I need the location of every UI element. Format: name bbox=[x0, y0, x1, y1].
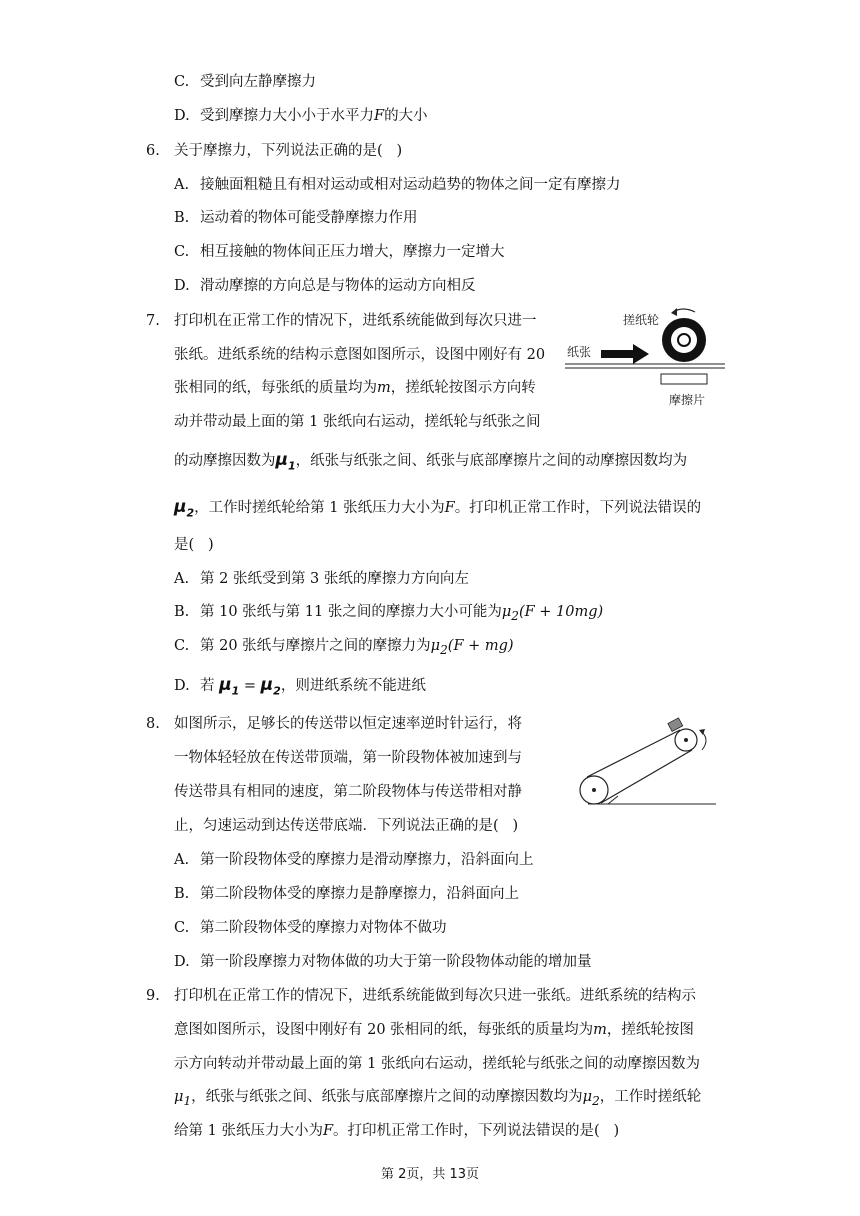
q8-option-b: B. 第二阶段物体受的摩擦力是静摩擦力，沿斜面向上 bbox=[174, 886, 519, 902]
q8-stem-line3: 传送带具有相同的速度，第二阶段物体与传送带相对静 bbox=[174, 784, 522, 800]
q6-option-b: B. 运动着的物体可能受静摩擦力作用 bbox=[174, 210, 418, 226]
belt-bottom bbox=[601, 750, 692, 803]
q6-option-a: A. 接触面粗糙且有相对运动或相对运动趋势的物体之间一定有摩擦力 bbox=[174, 177, 621, 193]
friction-pad bbox=[661, 374, 707, 384]
block-on-belt bbox=[668, 718, 683, 732]
q9-stem-line2: 意图如图所示，设图中刚好有 20 张相同的纸，每张纸的质量均为m，搓纸轮按图 bbox=[174, 1022, 694, 1038]
pad-label: 摩擦片 bbox=[669, 393, 706, 407]
q7-stem-line1: 打印机在正常工作的情况下，进纸系统能做到每次只进一 bbox=[174, 313, 537, 329]
q8-stem-line4: 止，匀速运动到达传送带底端．下列说法正确的是( ) bbox=[174, 818, 519, 834]
q9-number: 9. bbox=[146, 988, 160, 1004]
q8-stem-line1: 如图所示，足够长的传送带以恒定速率逆时针运行，将 bbox=[174, 716, 522, 732]
rotation-arrow-icon bbox=[702, 732, 706, 750]
mu1-symbol: $\mu_1$ bbox=[275, 450, 296, 473]
belt-top bbox=[587, 730, 680, 777]
push-arrow-icon bbox=[601, 350, 635, 358]
q6-option-d: D. 滑动摩擦的方向总是与物体的运动方向相反 bbox=[174, 278, 476, 294]
q6-stem: 关于摩擦力，下列说法正确的是( ) bbox=[174, 143, 403, 159]
conveyor-belt-diagram bbox=[578, 712, 718, 810]
q9-stem-line3: 示方向转动并带动最上面的第 1 张纸向右运动，搓纸轮与纸张之间的动摩擦因数为 bbox=[174, 1056, 700, 1072]
roller-label: 搓纸轮 bbox=[623, 313, 660, 327]
q7-stem-line5: 的动摩擦因数为$\mu_1$，纸张与纸张之间、纸张与底部摩擦片之间的动摩擦因数均为 bbox=[174, 450, 688, 473]
q9-stem-line1: 打印机在正常工作的情况下，进纸系统能做到每次只进一张纸。进纸系统的结构示 bbox=[174, 988, 696, 1004]
q5-option-c: C. 受到向左静摩擦力 bbox=[174, 74, 316, 90]
q7-stem-line7: 是( ) bbox=[174, 537, 214, 553]
paper-feed-diagram bbox=[565, 300, 725, 410]
q5-option-d: D. 受到摩擦力大小小于水平力F的大小 bbox=[174, 108, 428, 124]
q7-option-d: D. 若 $\mu_1 = \mu_2$，则进纸系统不能进纸 bbox=[174, 675, 426, 698]
q9-stem-line4: $\mu_1$，纸张与纸张之间、纸张与底部摩擦片之间的动摩擦因数均为$\mu_2$，工作时搓纸轮 bbox=[174, 1089, 702, 1108]
q7-stem-line3: 张相同的纸，每张纸的质量均为m，搓纸轮按图示方向转 bbox=[174, 380, 536, 396]
q7-number: 7. bbox=[146, 313, 160, 329]
paper-label: 纸张 bbox=[567, 345, 592, 359]
q8-option-c: C. 第二阶段物体受的摩擦力对物体不做功 bbox=[174, 920, 447, 936]
page-footer: 第 2页，共 13页 bbox=[380, 1167, 480, 1182]
q9-stem-line5: 给第 1 张纸压力大小为F。打印机正常工作时，下列说法错误的是( ) bbox=[174, 1123, 620, 1139]
q8-stem-line2: 一物体轻轻放在传送带顶端，第一阶段物体被加速到与 bbox=[174, 750, 522, 766]
q7-stem-line6: $\mu_2$，工作时搓纸轮给第 1 张纸压力大小为F。打印机正常工作时，下列说法错误的 bbox=[174, 497, 702, 520]
q8-option-d: D. 第一阶段摩擦力对物体做的功大于第一阶段物体动能的增加量 bbox=[174, 954, 592, 970]
q6-option-c: C. 相互接触的物体间正压力增大，摩擦力一定增大 bbox=[174, 244, 505, 260]
q8-number: 8. bbox=[146, 716, 160, 732]
q6-number: 6. bbox=[146, 143, 160, 159]
q7-stem-line2: 张纸。进纸系统的结构示意图如图所示，设图中刚好有 20 bbox=[174, 347, 546, 363]
q7-option-a: A. 第 2 张纸受到第 3 张纸的摩擦力方向向左 bbox=[174, 571, 469, 587]
q7-stem-line4: 动并带动最上面的第 1 张纸向右运动，搓纸轮与纸张之间 bbox=[174, 414, 541, 430]
q7-option-c: C. 第 20 张纸与摩擦片之间的摩擦力为$\mu_2(F + mg)$ bbox=[174, 638, 514, 657]
q7-option-b: B. 第 10 张纸与第 11 张之间的摩擦力大小可能为$\mu_2(F + 10mg)$ bbox=[174, 604, 604, 623]
q8-option-a: A. 第一阶段物体受的摩擦力是滑动摩擦力，沿斜面向上 bbox=[174, 852, 534, 868]
mu2-symbol: $\mu_2$ bbox=[174, 497, 195, 520]
